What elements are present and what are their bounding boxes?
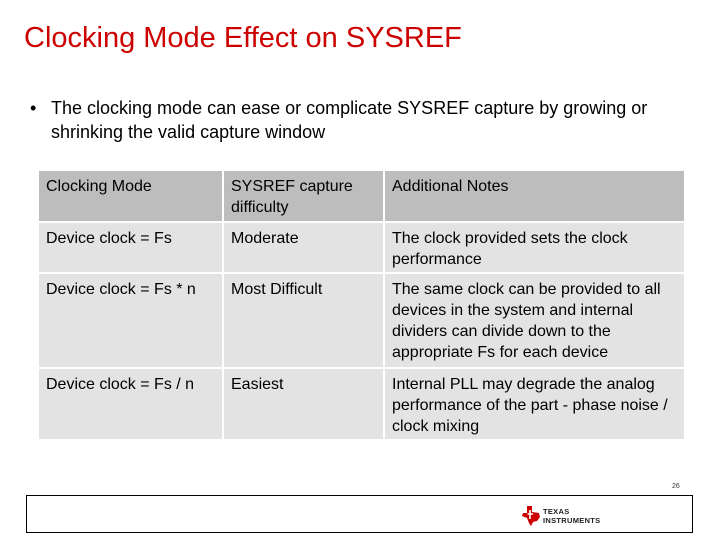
table-header-row	[38, 170, 685, 222]
ti-logo	[521, 505, 616, 527]
texas-state-icon	[521, 505, 541, 527]
cell-notes: The clock provided sets the clock performance	[384, 222, 685, 273]
cell-notes: The same clock can be provided to all devices in the system and internal dividers can divide down to the appropriate Fs for each device	[384, 273, 685, 368]
page-number: 26	[672, 483, 680, 490]
cell-difficulty: Easiest	[223, 368, 384, 440]
cell-notes: Internal PLL may degrade the analog performance of the part - phase noise / clock mixing	[384, 368, 685, 440]
slide-title: Clocking Mode Effect on SYSREF	[24, 22, 462, 54]
header-sysref-difficulty: SYSREF capture difficulty	[223, 170, 384, 222]
header-additional-notes: Additional Notes	[384, 170, 685, 222]
cell-difficulty: Moderate	[223, 222, 384, 273]
table-row	[38, 368, 685, 440]
logo-line-instruments: INSTRUMENTS	[543, 516, 601, 525]
header-clocking-mode: Clocking Mode	[38, 170, 223, 222]
logo-line-texas: TEXAS	[543, 507, 570, 516]
cell-clocking-mode: Device clock = Fs * n	[38, 273, 223, 368]
bullet-point	[30, 96, 690, 144]
bullet-marker: •	[30, 98, 37, 118]
cell-clocking-mode: Device clock = Fs / n	[38, 368, 223, 440]
cell-clocking-mode: Device clock = Fs	[38, 222, 223, 273]
cell-difficulty: Most Difficult	[223, 273, 384, 368]
table-row	[38, 222, 685, 273]
clocking-mode-table	[37, 169, 686, 441]
table-row	[38, 273, 685, 368]
bullet-text: The clocking mode can ease or complicate SYSREF capture by growing or shrinking the valid capture window	[51, 98, 648, 142]
